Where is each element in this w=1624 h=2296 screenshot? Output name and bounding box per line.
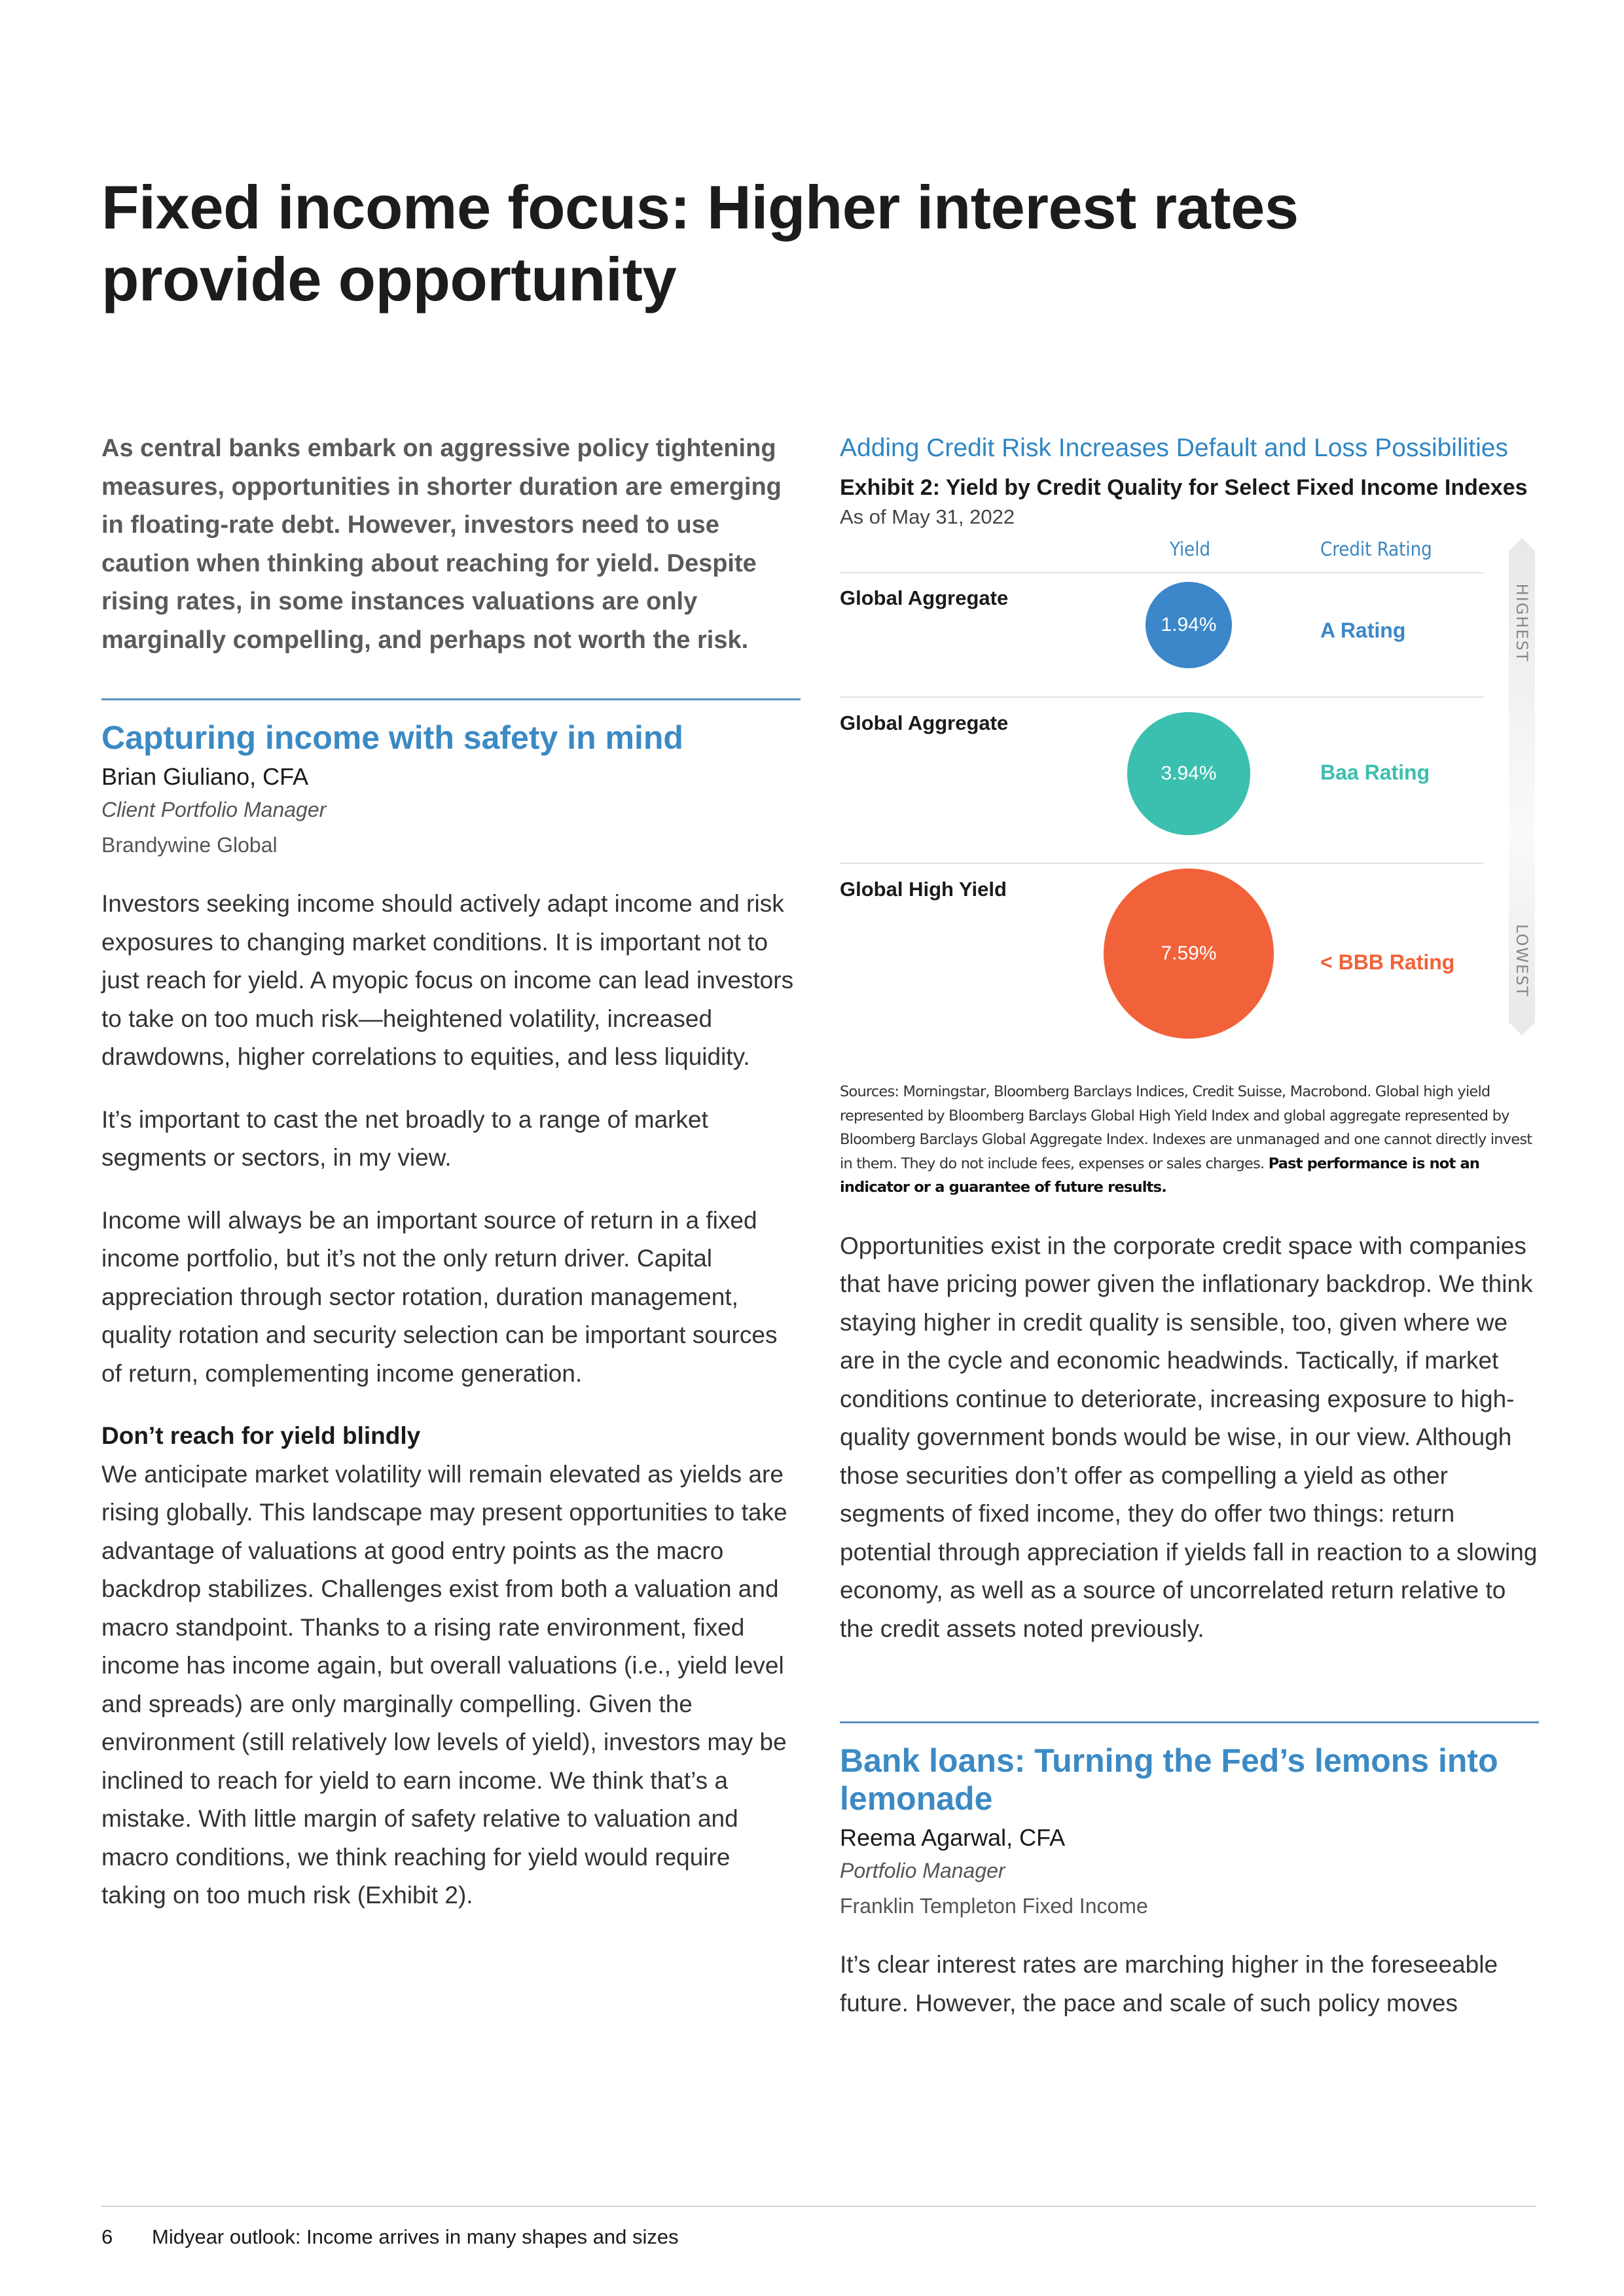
yield-credit-chart — [840, 531, 1539, 1075]
intro-paragraph: As central banks embark on aggressive policy tightening measures, opportunities in shorter duration are emerging in floating-rate debt. However, investors need to use caution when thinking about reaching for yield. Despite rising rates, in some instances valuations are only marginally compelling, and perhaps not worth the risk. — [101, 435, 782, 654]
credit-rating-label: < BBB Rating — [1320, 950, 1455, 974]
chart-sources-note — [840, 1080, 1539, 1200]
body-paragraph: It’s clear interest rates are marching higher in the foreseeable future. However, the pace and scale of such policy moves — [840, 1951, 1498, 2017]
yield-value-label: 7.59% — [1161, 942, 1217, 964]
column-label-credit-rating: Credit Rating — [1320, 538, 1432, 560]
exhibit-title: Exhibit 2: Yield by Credit Quality for Select Fixed Income Indexes — [840, 475, 1528, 500]
footer-divider — [101, 2206, 1536, 2207]
publication-title: Midyear outlook: Income arrives in many shapes and sizes — [152, 2225, 679, 2248]
yield-bubble — [1104, 869, 1274, 1039]
scale-label-highest: HIGHEST — [1513, 583, 1531, 663]
body-paragraph: It’s important to cast the net broadly to a range of market segments or sectors, in my view. — [101, 1105, 708, 1171]
yield-value-label: 3.94% — [1161, 762, 1217, 784]
left-column — [101, 429, 801, 1915]
row-divider — [840, 863, 1484, 864]
row-label: Global High Yield — [840, 878, 1007, 901]
row-divider — [840, 572, 1484, 573]
section-heading-bank-loans: Bank loans: Turning the Fed’s lemons into lemonade — [840, 1742, 1498, 1817]
credit-rating-label: Baa Rating — [1320, 761, 1430, 784]
body-paragraph: We anticipate market volatility will remain elevated as yields are rising globally. This landscape may present opportunities to take advantage of valuations at good entry points as the macro backdrop stabilizes. Challenges exist from both a valuation and macro standpoint. Thanks to a rising rate environment, fixed income has income again, but overall valuations (i.e., yield level and spreads) are only marginally compelling. Given the environment (still relatively low levels of yield), investors may be inclined to reach for yield to earn income. We think that’s a mistake. With little margin of safety relative to valuation and macro conditions, we think reaching for yield would require taking on too much risk (Exhibit 2). — [101, 1460, 787, 1909]
sources-text: Sources: Morningstar, Bloomberg Barclays Indices, Credit Suisse, Macrobond. Global high yield represented by Bloomberg Barclays Global High Yield Index and global aggregate represented by Bloomberg Barclays Global Aggregate Index. Indexes are unmanaged and one cannot directly invest in them. They do not include fees, expenses or sales charges. — [840, 1083, 1532, 1172]
author-name: Reema Agarwal, CFA — [840, 1824, 1066, 1851]
body-paragraph: Income will always be an important source of return in a fixed income portfolio, but it’s not the only return driver. Capital appreciation through sector rotation, duration management, quality rotation and security selection can be important sources of return, complementing income generation. — [101, 1206, 778, 1387]
yield-value-label: 1.94% — [1161, 613, 1217, 636]
past-performance-disclaimer: Past performance is not an indicator or a guarantee of future results. — [840, 1155, 1480, 1196]
author-role: Client Portfolio Manager — [101, 798, 327, 821]
column-label-yield: Yield — [1170, 538, 1211, 560]
row-divider — [840, 696, 1484, 698]
subheading-reach-for-yield: Don’t reach for yield blindly — [101, 1422, 421, 1449]
section-divider — [840, 1721, 1539, 1723]
section-heading-capturing-income: Capturing income with safety in mind — [101, 719, 683, 756]
author-role: Portfolio Manager — [840, 1859, 1005, 1882]
credit-rating-label: A Rating — [1320, 619, 1406, 642]
section-divider — [101, 698, 801, 700]
author-org: Brandywine Global — [101, 833, 278, 857]
page-number: 6 — [101, 2225, 113, 2248]
row-label: Global Aggregate — [840, 711, 1009, 734]
body-paragraph: Investors seeking income should actively adapt income and risk exposures to changing market conditions. It is important not to just reach for yield. A myopic focus on income can lead investors to take on too much risk—heightened volatility, increased drawdowns, higher correlations to equities, and less liquidity. — [101, 890, 794, 1070]
yield-bubble — [1146, 582, 1231, 668]
page-footer — [101, 2225, 679, 2249]
exhibit-kicker: Adding Credit Risk Increases Default and Loss Possibilities — [840, 434, 1508, 462]
exhibit-date: As of May 31, 2022 — [840, 505, 1015, 528]
row-label: Global Aggregate — [840, 586, 1009, 609]
author-name: Brian Giuliano, CFA — [101, 763, 309, 790]
author-org: Franklin Templeton Fixed Income — [840, 1894, 1148, 1918]
scale-label-lowest: LOWEST — [1513, 924, 1531, 998]
right-column — [840, 432, 1539, 2022]
yield-bubble — [1127, 712, 1250, 834]
page-title: Fixed income focus: Higher interest rates provide opportunity — [101, 173, 1299, 314]
body-paragraph: Opportunities exist in the corporate credit space with companies that have pricing power given the inflationary backdrop. We think staying higher in credit quality is sensible, too, given where we are in the cycle and economic headwinds. Tactically, if market conditions continue to deteriorate, increasing exposure to high-quality government bonds would be wise, in our view. Although those securities don’t offer as compelling a yield as other segments of fixed income, they do offer two things: return potential through appreciation if yields fall in reaction to a slowing economy, as well as a source of uncorrelated return relative to the credit assets noted previously. — [840, 1232, 1538, 1642]
